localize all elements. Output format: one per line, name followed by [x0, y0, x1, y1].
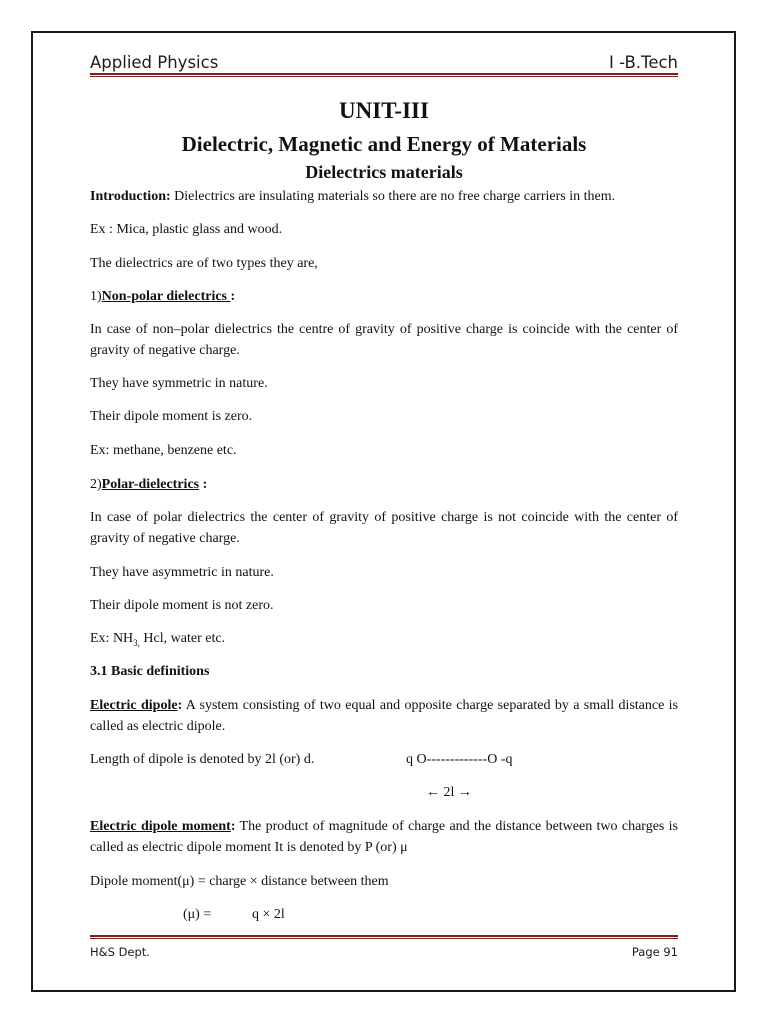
- example-mica: Ex : Mica, plastic glass and wood.: [90, 222, 283, 237]
- basic-definitions-heading: 3.1 Basic definitions: [90, 664, 210, 679]
- polar-example-b: Hcl, water etc.: [139, 631, 226, 646]
- intro-paragraph: [90, 186, 615, 207]
- dipole-length-line: Length of dipole is denoted by 2l (or) d.: [90, 752, 315, 767]
- dipole-colon: :: [177, 698, 183, 713]
- section-title: Dielectrics materials: [305, 162, 463, 182]
- nonpolar-example: Ex: methane, benzene etc.: [90, 443, 237, 458]
- dipole-length-arrow: ← 2l →: [426, 785, 472, 800]
- moment-text: The product of magnitude of charge and the distance between two charges is called as electric dipole moment It is denoted by P (or) μ: [90, 819, 679, 855]
- footer-dept: H&S Dept.: [90, 945, 150, 959]
- nonpolar-heading: [90, 286, 235, 307]
- chapter-title: Dielectric, Magnetic and Energy of Materials: [181, 132, 587, 156]
- nonpolar-line-1: They have symmetric in nature.: [90, 376, 268, 391]
- polar-line-1: They have asymmetric in nature.: [90, 565, 274, 580]
- dipole-text: A system consisting of two equal and opposite charge separated by a small distance is called as electric dipole.: [90, 698, 679, 734]
- polar-colon: :: [199, 477, 208, 492]
- moment-formula: Dipole moment(μ) = charge × distance between them: [90, 874, 389, 889]
- polar-example-sub: 3,: [133, 637, 140, 648]
- polar-line-2: Their dipole moment is not zero.: [90, 598, 274, 613]
- dipole-diagram: q O-------------O -q: [406, 752, 513, 767]
- polar-paragraph: In case of polar dielectrics the center of gravity of positive charge is not coincide with the center of gravity of negative charge.: [90, 510, 678, 546]
- nonpolar-line-2: Their dipole moment is zero.: [90, 409, 253, 424]
- nonpolar-heading-text: Non-polar dielectrics: [101, 289, 231, 304]
- polar-heading-text: Polar-dielectrics: [101, 477, 200, 492]
- types-line: The dielectrics are of two types they are,: [90, 256, 318, 271]
- moment-equation-right: q × 2l: [252, 907, 285, 922]
- moment-label: Electric dipole moment: [90, 819, 231, 834]
- moment-colon: :: [230, 819, 236, 834]
- dipole-label: Electric dipole: [90, 698, 178, 713]
- dipole-paragraph: [90, 695, 678, 737]
- unit-title: UNIT-III: [339, 98, 429, 123]
- nonpolar-paragraph: In case of non–polar dielectrics the centre of gravity of positive charge is coincide with the center of gravity of negative charge.: [90, 322, 678, 358]
- footer-page-number: Page 91: [631, 945, 678, 959]
- polar-example: [90, 628, 225, 654]
- header-course: Applied Physics: [90, 53, 219, 72]
- moment-paragraph: [90, 816, 678, 858]
- polar-number: 2): [90, 477, 102, 492]
- polar-example-a: Ex: NH: [90, 631, 134, 646]
- polar-heading: [90, 474, 207, 495]
- moment-equation-left: (μ) =: [183, 907, 212, 922]
- intro-text: Dielectrics are insulating materials so there are no free charge carriers in them.: [170, 189, 616, 204]
- header-class: I -B.Tech: [609, 53, 678, 72]
- header-rule: [90, 73, 678, 77]
- nonpolar-number: 1): [90, 289, 102, 304]
- nonpolar-colon: :: [230, 289, 236, 304]
- page-header: [90, 48, 678, 72]
- intro-label: Introduction:: [90, 189, 171, 204]
- page-footer: [90, 945, 678, 963]
- footer-rule: [90, 935, 678, 939]
